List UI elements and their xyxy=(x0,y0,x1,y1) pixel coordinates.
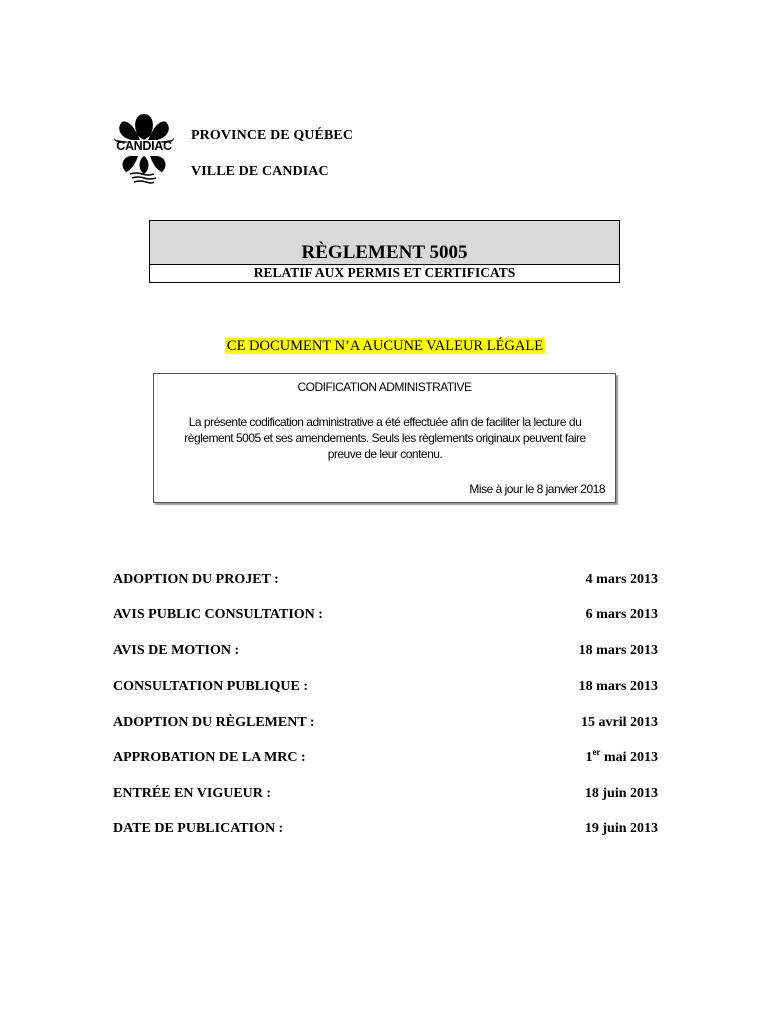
codification-notice-box xyxy=(153,373,616,503)
regulation-title-box xyxy=(149,220,620,283)
logo-text: CANDIAC xyxy=(116,139,172,153)
date-value-rest: mai 2013 xyxy=(600,750,658,765)
codification-update-date: Mise à jour le 8 janvier 2018 xyxy=(469,482,605,496)
date-value-day: 1 xyxy=(585,750,593,765)
regulation-title: RÈGLEMENT 5005 xyxy=(301,242,468,263)
date-label: AVIS DE MOTION : xyxy=(113,643,240,658)
legal-warning xyxy=(0,338,770,355)
date-label: ADOPTION DU PROJET : xyxy=(113,572,279,587)
date-row xyxy=(113,715,658,733)
date-row xyxy=(113,643,658,661)
date-label: ENTRÉE EN VIGUEUR : xyxy=(113,786,272,801)
city-heading: VILLE DE CANDIAC xyxy=(191,164,329,179)
date-value-ordinal: er xyxy=(592,747,601,757)
legal-warning-text: CE DOCUMENT N’A AUCUNE VALEUR LÉGALE xyxy=(226,338,544,354)
date-row xyxy=(113,821,658,839)
candiac-logo xyxy=(112,110,176,186)
date-value: 6 mars 2013 xyxy=(585,607,658,622)
date-value: 19 juin 2013 xyxy=(584,821,658,836)
codification-title: CODIFICATION ADMINISTRATIVE xyxy=(297,380,472,394)
date-row xyxy=(113,747,658,768)
date-row xyxy=(113,572,658,590)
codification-line: La présente codification administrative a été effectuée afin de faciliter la lecture du xyxy=(188,415,582,429)
date-value: 18 juin 2013 xyxy=(584,786,658,801)
regulation-title-band xyxy=(150,221,619,265)
date-row xyxy=(113,679,658,697)
date-label: ADOPTION DU RÈGLEMENT : xyxy=(113,715,315,730)
date-value: 4 mars 2013 xyxy=(585,572,658,587)
date-label: AVIS PUBLIC CONSULTATION : xyxy=(113,607,323,622)
date-row xyxy=(113,786,658,804)
date-label: CONSULTATION PUBLIQUE : xyxy=(113,679,309,694)
codification-line: règlement 5005 et ses amendements. Seuls les règlements originaux peuvent faire xyxy=(184,431,586,445)
date-value xyxy=(585,747,658,766)
date-label: APPROBATION DE LA MRC : xyxy=(113,750,306,765)
date-value: 18 mars 2013 xyxy=(578,643,658,658)
date-label: DATE DE PUBLICATION : xyxy=(113,821,284,836)
regulation-subtitle: RELATIF AUX PERMIS ET CERTIFICATS xyxy=(253,265,516,280)
date-value: 18 mars 2013 xyxy=(578,679,658,694)
date-row xyxy=(113,607,658,625)
codification-body xyxy=(170,414,600,462)
province-heading: PROVINCE DE QUÉBEC xyxy=(191,128,354,143)
date-value: 15 avril 2013 xyxy=(581,715,658,730)
codification-line: preuve de leur contenu. xyxy=(327,447,443,461)
